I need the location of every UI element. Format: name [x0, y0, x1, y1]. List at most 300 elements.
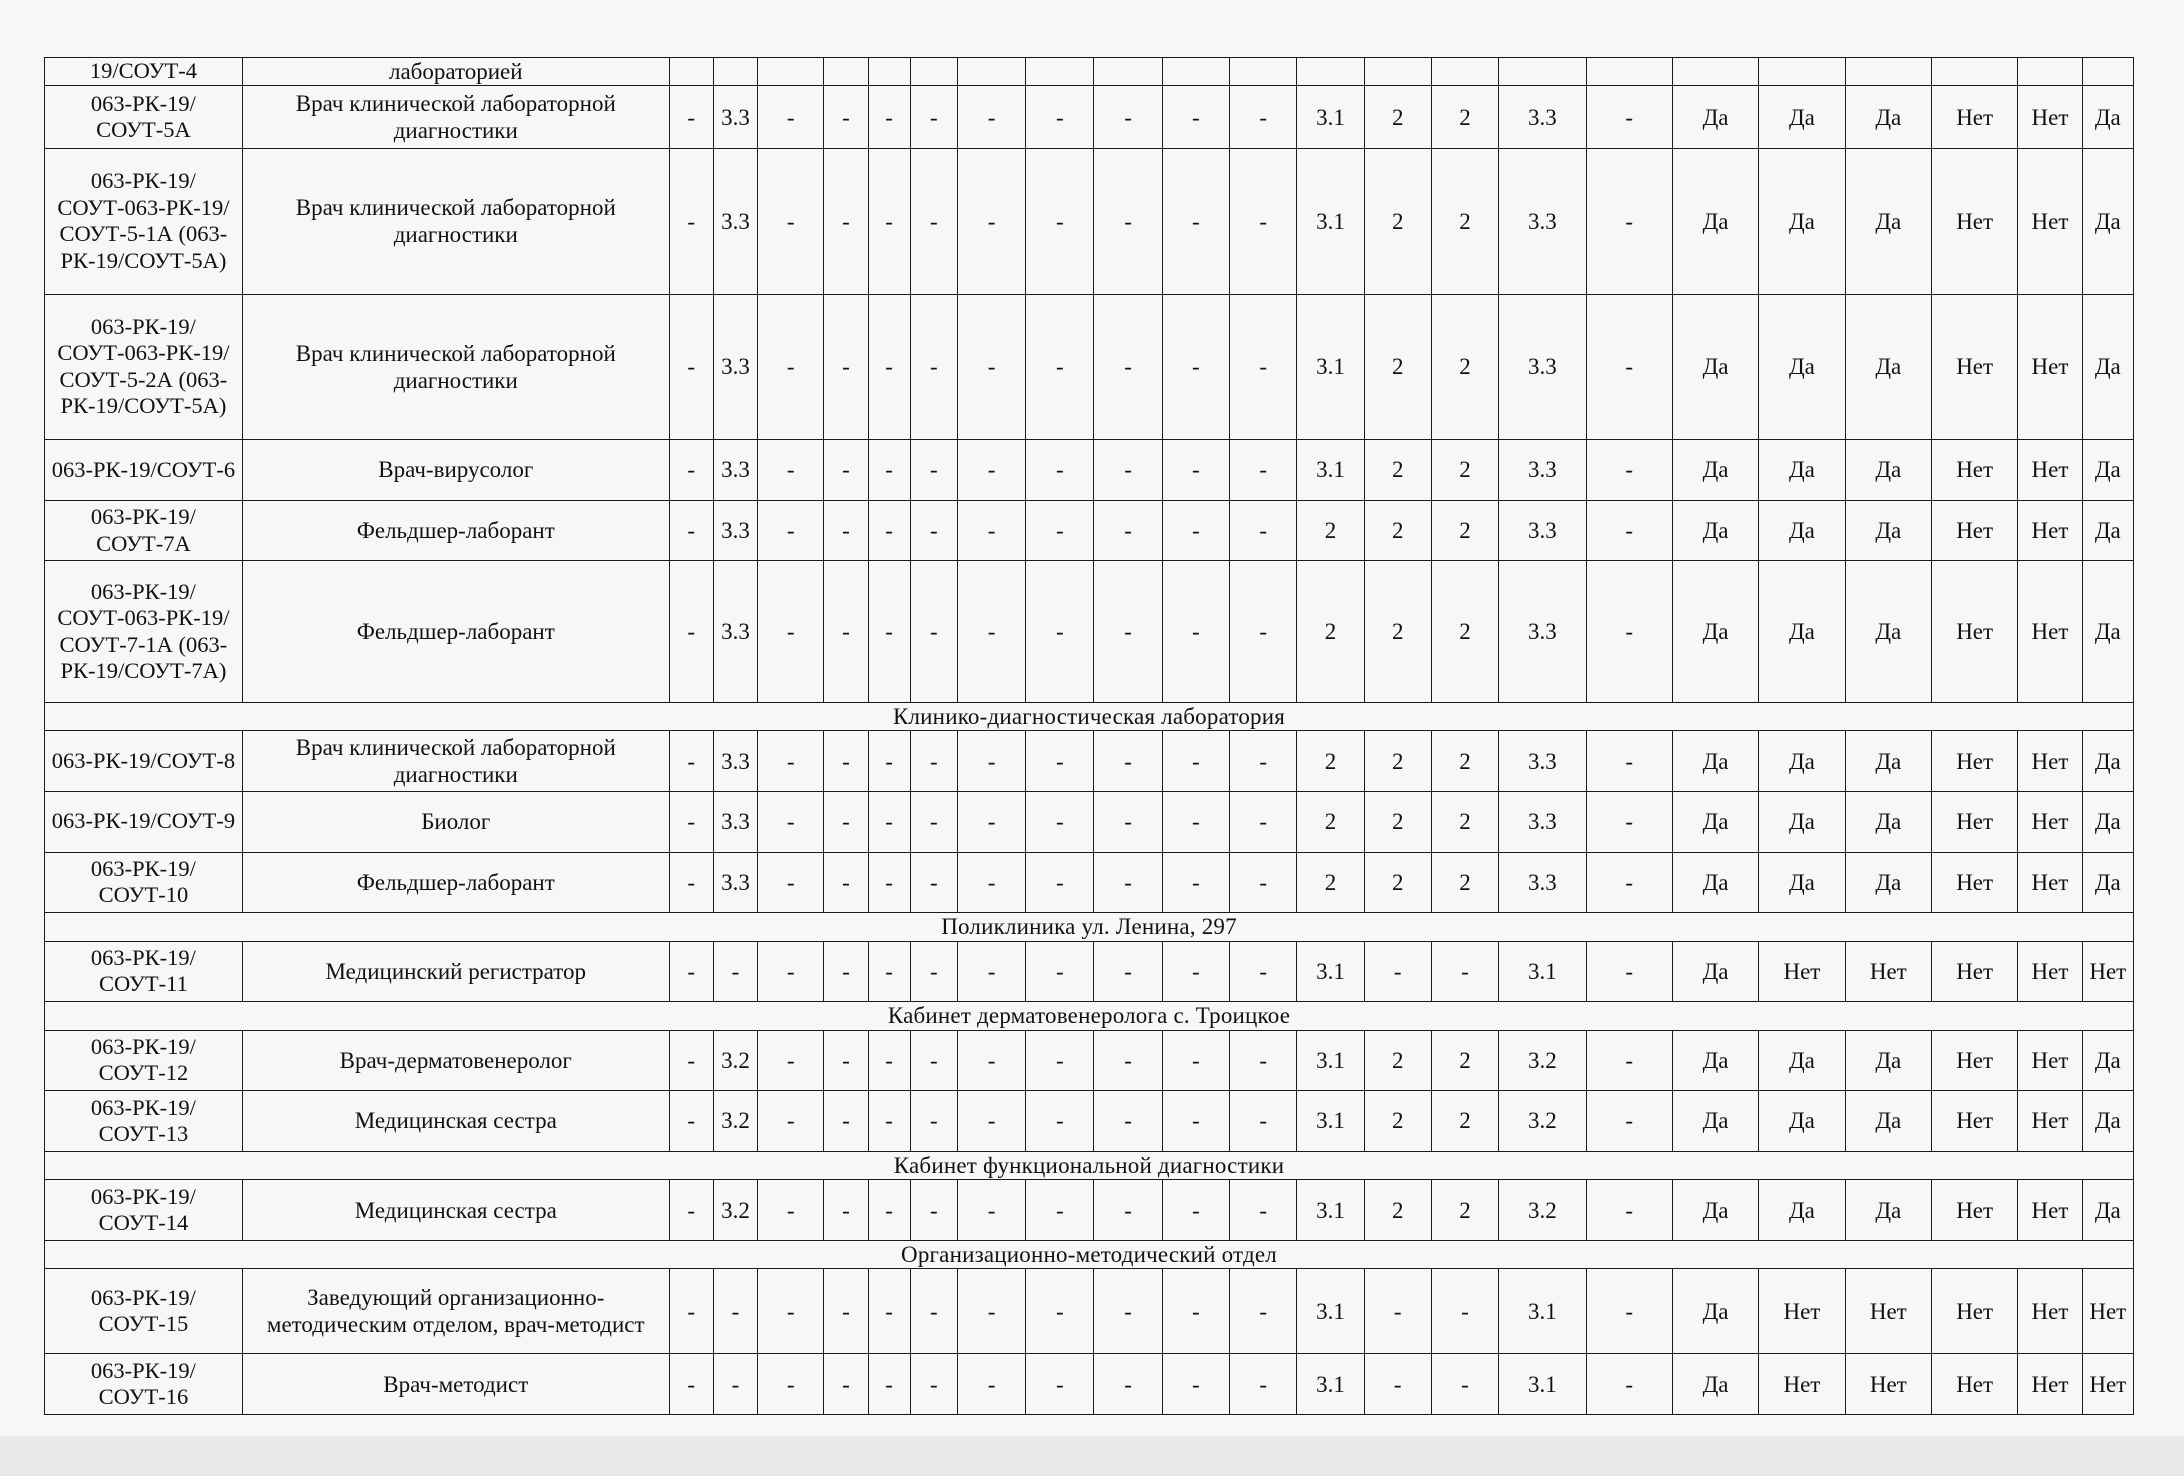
value-cell: -	[1230, 500, 1297, 561]
table-row	[45, 791, 2134, 852]
value-cell: 2	[1364, 1030, 1431, 1091]
value-cell: Да	[1845, 1091, 1931, 1152]
value-cell: Нет	[1931, 294, 2017, 440]
value-cell: -	[910, 1269, 957, 1354]
value-cell: Нет	[1931, 1180, 2017, 1241]
value-cell: Нет	[1931, 731, 2017, 792]
value-cell: -	[868, 1091, 910, 1152]
value-cell	[1499, 58, 1586, 86]
value-cell: -	[824, 294, 868, 440]
value-cell	[910, 58, 957, 86]
value-cell: Нет	[2018, 852, 2082, 913]
position-name: Врач-методист	[242, 1354, 669, 1415]
value-cell: -	[868, 941, 910, 1002]
value-cell: -	[1094, 1269, 1162, 1354]
value-cell: -	[1586, 294, 1672, 440]
workplace-code: 063-РК-19/СОУТ-5А	[45, 86, 243, 149]
value-cell	[1931, 58, 2017, 86]
value-cell: -	[957, 1180, 1025, 1241]
workplace-code: 063-РК-19/СОУТ-13	[45, 1091, 243, 1152]
value-cell: -	[669, 500, 713, 561]
value-cell: -	[1094, 852, 1162, 913]
workplace-code: 063-РК-19/СОУТ-6	[45, 440, 243, 501]
value-cell: -	[1230, 1030, 1297, 1091]
position-name: Фельдшер-лаборант	[242, 852, 669, 913]
position-name: Врач клинической лабораторной диагностики	[242, 731, 669, 792]
value-cell	[957, 58, 1025, 86]
section-title: Кабинет дерматовенеролога с. Троицкое	[45, 1002, 2134, 1030]
value-cell: -	[910, 86, 957, 149]
value-cell: 2	[1431, 149, 1498, 295]
value-cell: -	[1026, 1180, 1094, 1241]
value-cell: 3.3	[1499, 149, 1586, 295]
value-cell: -	[1026, 1030, 1094, 1091]
value-cell: 2	[1297, 561, 1364, 702]
value-cell: 3.2	[713, 1180, 757, 1241]
value-cell: 3.3	[1499, 86, 1586, 149]
value-cell: -	[1162, 561, 1229, 702]
value-cell: -	[910, 852, 957, 913]
workplace-code: 063-РК-19/СОУТ-063-РК-19/СОУТ-7-1А (063-РК-19/СОУТ-7А)	[45, 561, 243, 702]
table-row	[45, 294, 2134, 440]
table-row	[45, 58, 2134, 86]
value-cell: -	[1431, 1269, 1498, 1354]
value-cell	[1297, 58, 1364, 86]
value-cell: Нет	[2018, 1269, 2082, 1354]
value-cell: -	[1230, 852, 1297, 913]
value-cell: Нет	[1759, 1354, 1845, 1415]
value-cell: -	[957, 1354, 1025, 1415]
value-cell: Да	[2082, 294, 2133, 440]
position-name: Медицинская сестра	[242, 1091, 669, 1152]
value-cell: 3.3	[713, 561, 757, 702]
value-cell: -	[669, 941, 713, 1002]
value-cell: 3.3	[1499, 294, 1586, 440]
value-cell: 3.3	[1499, 791, 1586, 852]
value-cell: Да	[1845, 561, 1931, 702]
value-cell	[824, 58, 868, 86]
value-cell: -	[1162, 1269, 1229, 1354]
value-cell: -	[957, 294, 1025, 440]
value-cell: Да	[1759, 1180, 1845, 1241]
value-cell: -	[1364, 1354, 1431, 1415]
value-cell: Нет	[1759, 941, 1845, 1002]
value-cell: 3.1	[1297, 149, 1364, 295]
value-cell: -	[669, 1091, 713, 1152]
value-cell: 3.3	[713, 731, 757, 792]
value-cell	[669, 58, 713, 86]
value-cell: -	[758, 561, 824, 702]
value-cell: -	[1586, 1180, 1672, 1241]
value-cell: 3.1	[1297, 941, 1364, 1002]
value-cell: -	[868, 1269, 910, 1354]
value-cell: Да	[1759, 294, 1845, 440]
value-cell: -	[758, 294, 824, 440]
value-cell: -	[1026, 1354, 1094, 1415]
value-cell: -	[1230, 149, 1297, 295]
value-cell: Да	[1759, 1091, 1845, 1152]
value-cell	[713, 58, 757, 86]
value-cell: -	[669, 561, 713, 702]
position-name: Врач-вирусолог	[242, 440, 669, 501]
value-cell	[2018, 58, 2082, 86]
value-cell: 3.2	[1499, 1180, 1586, 1241]
value-cell: -	[868, 440, 910, 501]
value-cell: -	[1586, 941, 1672, 1002]
value-cell	[1586, 58, 1672, 86]
value-cell: Да	[2082, 440, 2133, 501]
value-cell: Нет	[2018, 294, 2082, 440]
value-cell: -	[1026, 791, 1094, 852]
value-cell: -	[910, 1091, 957, 1152]
position-name: Врач клинической лабораторной диагностики	[242, 86, 669, 149]
value-cell: -	[1586, 561, 1672, 702]
value-cell: -	[1230, 731, 1297, 792]
value-cell: -	[1026, 1091, 1094, 1152]
value-cell: 3.1	[1499, 941, 1586, 1002]
value-cell: -	[1230, 1269, 1297, 1354]
value-cell: -	[1230, 86, 1297, 149]
value-cell: Да	[1672, 1030, 1758, 1091]
value-cell: Нет	[2082, 1269, 2133, 1354]
section-title: Кабинет функциональной диагностики	[45, 1151, 2134, 1179]
value-cell: -	[868, 1354, 910, 1415]
value-cell: Да	[2082, 86, 2133, 149]
value-cell: 2	[1431, 86, 1498, 149]
value-cell: -	[957, 852, 1025, 913]
value-cell: -	[1586, 86, 1672, 149]
value-cell: Да	[1845, 500, 1931, 561]
value-cell: Нет	[1931, 440, 2017, 501]
value-cell: -	[758, 1180, 824, 1241]
value-cell: -	[868, 1180, 910, 1241]
value-cell: Да	[2082, 500, 2133, 561]
value-cell: 2	[1297, 500, 1364, 561]
value-cell: 3.2	[1499, 1091, 1586, 1152]
position-name: Врач клинической лабораторной диагностики	[242, 294, 669, 440]
value-cell: -	[868, 86, 910, 149]
value-cell: Нет	[1931, 1030, 2017, 1091]
table-row	[45, 86, 2134, 149]
value-cell: -	[1162, 1091, 1229, 1152]
value-cell: Нет	[2018, 1180, 2082, 1241]
value-cell: -	[1162, 1180, 1229, 1241]
value-cell: -	[910, 440, 957, 501]
value-cell: -	[1026, 294, 1094, 440]
value-cell	[1230, 58, 1297, 86]
value-cell: Да	[2082, 1180, 2133, 1241]
value-cell: Да	[1672, 1354, 1758, 1415]
value-cell: -	[758, 1091, 824, 1152]
value-cell: Нет	[2018, 731, 2082, 792]
value-cell: Нет	[1759, 1269, 1845, 1354]
value-cell: Нет	[1845, 941, 1931, 1002]
value-cell: 3.3	[1499, 731, 1586, 792]
value-cell: Нет	[2082, 941, 2133, 1002]
value-cell: -	[1162, 149, 1229, 295]
value-cell: -	[957, 440, 1025, 501]
table-row	[45, 941, 2134, 1002]
value-cell: 2	[1431, 852, 1498, 913]
section-row	[45, 1240, 2134, 1268]
value-cell: 2	[1431, 1030, 1498, 1091]
value-cell: -	[1094, 1091, 1162, 1152]
value-cell: Да	[2082, 561, 2133, 702]
value-cell: -	[1431, 1354, 1498, 1415]
value-cell: 2	[1431, 500, 1498, 561]
value-cell	[1364, 58, 1431, 86]
value-cell: -	[1162, 500, 1229, 561]
value-cell: Нет	[1931, 852, 2017, 913]
value-cell	[1094, 58, 1162, 86]
value-cell: -	[1230, 561, 1297, 702]
value-cell	[2082, 58, 2133, 86]
value-cell: 3.3	[713, 149, 757, 295]
value-cell: -	[1230, 791, 1297, 852]
value-cell: 3.1	[1297, 1030, 1364, 1091]
value-cell: -	[713, 941, 757, 1002]
value-cell: Да	[1672, 86, 1758, 149]
value-cell: -	[1094, 500, 1162, 561]
value-cell: -	[1026, 731, 1094, 792]
value-cell: -	[910, 149, 957, 295]
value-cell: -	[669, 1180, 713, 1241]
value-cell: -	[758, 1354, 824, 1415]
value-cell: -	[824, 1354, 868, 1415]
value-cell: -	[1026, 941, 1094, 1002]
value-cell: -	[1094, 941, 1162, 1002]
value-cell: -	[1094, 1030, 1162, 1091]
value-cell: 3.1	[1297, 1091, 1364, 1152]
value-cell: -	[868, 791, 910, 852]
workplace-code: 063-РК-19/СОУТ-8	[45, 731, 243, 792]
value-cell: Нет	[1845, 1269, 1931, 1354]
value-cell: -	[1586, 791, 1672, 852]
value-cell: -	[1026, 1269, 1094, 1354]
value-cell: 2	[1297, 731, 1364, 792]
value-cell: Да	[1759, 86, 1845, 149]
table-row	[45, 1269, 2134, 1354]
workplace-code: 063-РК-19/СОУТ-10	[45, 852, 243, 913]
value-cell: Да	[2082, 149, 2133, 295]
value-cell: Нет	[2018, 86, 2082, 149]
workplace-code: 063-РК-19/СОУТ-7А	[45, 500, 243, 561]
value-cell: 3.3	[713, 294, 757, 440]
value-cell: -	[669, 440, 713, 501]
workplace-code: 063-РК-19/СОУТ-16	[45, 1354, 243, 1415]
workplace-code: 063-РК-19/СОУТ-063-РК-19/СОУТ-5-1А (063-РК-19/СОУТ-5А)	[45, 149, 243, 295]
value-cell: -	[1162, 791, 1229, 852]
value-cell: Да	[1759, 791, 1845, 852]
value-cell: 2	[1364, 1091, 1431, 1152]
table-row	[45, 500, 2134, 561]
value-cell: -	[758, 1030, 824, 1091]
value-cell: Нет	[2018, 1030, 2082, 1091]
value-cell: -	[910, 731, 957, 792]
value-cell: 2	[1431, 1091, 1498, 1152]
value-cell: -	[1094, 731, 1162, 792]
value-cell: Да	[1759, 500, 1845, 561]
value-cell: Нет	[1931, 149, 2017, 295]
position-name: Врач-дерматовенеролог	[242, 1030, 669, 1091]
value-cell: -	[910, 294, 957, 440]
value-cell: 2	[1364, 1180, 1431, 1241]
value-cell: -	[1026, 561, 1094, 702]
value-cell: -	[669, 294, 713, 440]
value-cell: -	[1230, 941, 1297, 1002]
value-cell: 2	[1364, 440, 1431, 501]
value-cell: Нет	[1845, 1354, 1931, 1415]
value-cell: Да	[2082, 1091, 2133, 1152]
value-cell: -	[910, 791, 957, 852]
value-cell: -	[824, 500, 868, 561]
value-cell: Да	[1672, 1180, 1758, 1241]
value-cell: Да	[1759, 149, 1845, 295]
value-cell: 2	[1364, 500, 1431, 561]
workplace-code: 063-РК-19/СОУТ-15	[45, 1269, 243, 1354]
value-cell: Нет	[1931, 1091, 2017, 1152]
value-cell: -	[758, 791, 824, 852]
value-cell: -	[957, 941, 1025, 1002]
value-cell: Нет	[1931, 500, 2017, 561]
value-cell: -	[957, 149, 1025, 295]
value-cell: -	[824, 941, 868, 1002]
table-row	[45, 1030, 2134, 1091]
value-cell: 3.3	[1499, 852, 1586, 913]
value-cell: 3.3	[713, 440, 757, 501]
value-cell: Нет	[2018, 1091, 2082, 1152]
value-cell: -	[868, 731, 910, 792]
value-cell: -	[1431, 941, 1498, 1002]
value-cell: Да	[1672, 561, 1758, 702]
value-cell: 2	[1364, 149, 1431, 295]
value-cell: -	[1230, 440, 1297, 501]
value-cell: -	[758, 941, 824, 1002]
value-cell: Да	[1672, 791, 1758, 852]
value-cell: -	[1364, 1269, 1431, 1354]
value-cell: -	[1230, 294, 1297, 440]
table-row	[45, 731, 2134, 792]
position-name: Врач клинической лабораторной диагностики	[242, 149, 669, 295]
value-cell	[1672, 58, 1758, 86]
workplace-code: 063-РК-19/СОУТ-063-РК-19/СОУТ-5-2А (063-РК-19/СОУТ-5А)	[45, 294, 243, 440]
table-row	[45, 1354, 2134, 1415]
value-cell: -	[910, 561, 957, 702]
table-row	[45, 1091, 2134, 1152]
workplace-code: 063-РК-19/СОУТ-11	[45, 941, 243, 1002]
value-cell	[1431, 58, 1498, 86]
value-cell: 3.3	[713, 852, 757, 913]
value-cell: 2	[1364, 852, 1431, 913]
value-cell: -	[910, 1180, 957, 1241]
value-cell: Нет	[2018, 149, 2082, 295]
value-cell: Да	[1759, 561, 1845, 702]
value-cell: -	[1162, 852, 1229, 913]
value-cell: 3.2	[713, 1030, 757, 1091]
value-cell: -	[868, 852, 910, 913]
workplace-code: 063-РК-19/СОУТ-9	[45, 791, 243, 852]
section-row	[45, 1002, 2134, 1030]
value-cell: -	[910, 1030, 957, 1091]
value-cell: 3.1	[1297, 1269, 1364, 1354]
value-cell: 3.1	[1499, 1269, 1586, 1354]
value-cell: 2	[1364, 791, 1431, 852]
value-cell: -	[868, 1030, 910, 1091]
value-cell: -	[1230, 1091, 1297, 1152]
value-cell: Да	[1845, 791, 1931, 852]
value-cell: -	[1586, 440, 1672, 501]
value-cell: -	[957, 500, 1025, 561]
value-cell: Да	[2082, 791, 2133, 852]
value-cell: 3.2	[1499, 1030, 1586, 1091]
section-title: Организационно-методический отдел	[45, 1240, 2134, 1268]
value-cell: 2	[1431, 561, 1498, 702]
value-cell: -	[1094, 1354, 1162, 1415]
position-name: лабораторией	[242, 58, 669, 86]
value-cell: 2	[1431, 731, 1498, 792]
value-cell: -	[957, 1091, 1025, 1152]
value-cell: 3.1	[1297, 294, 1364, 440]
value-cell: -	[957, 731, 1025, 792]
value-cell: Да	[1845, 1180, 1931, 1241]
table-body	[45, 58, 2134, 1415]
value-cell: Да	[1845, 294, 1931, 440]
section-row	[45, 913, 2134, 941]
section-row	[45, 702, 2134, 730]
value-cell: Нет	[2018, 1354, 2082, 1415]
value-cell: -	[957, 1030, 1025, 1091]
position-name: Фельдшер-лаборант	[242, 500, 669, 561]
workplace-code: 063-РК-19/СОУТ-12	[45, 1030, 243, 1091]
value-cell	[1845, 58, 1931, 86]
table-row	[45, 1180, 2134, 1241]
value-cell: Да	[1845, 149, 1931, 295]
value-cell: Да	[1672, 1269, 1758, 1354]
value-cell: Да	[2082, 1030, 2133, 1091]
value-cell: -	[1586, 1030, 1672, 1091]
value-cell: -	[758, 86, 824, 149]
value-cell: -	[758, 852, 824, 913]
value-cell: -	[868, 561, 910, 702]
value-cell: Да	[1672, 500, 1758, 561]
value-cell: -	[669, 86, 713, 149]
value-cell: Да	[1759, 731, 1845, 792]
value-cell: 2	[1364, 86, 1431, 149]
value-cell: -	[824, 852, 868, 913]
value-cell: -	[1094, 561, 1162, 702]
value-cell: Да	[1845, 86, 1931, 149]
value-cell: -	[669, 791, 713, 852]
value-cell: 2	[1364, 731, 1431, 792]
value-cell: -	[1094, 440, 1162, 501]
value-cell: -	[1026, 500, 1094, 561]
value-cell: Да	[1845, 440, 1931, 501]
value-cell: 2	[1431, 1180, 1498, 1241]
value-cell: -	[669, 149, 713, 295]
value-cell: -	[824, 440, 868, 501]
value-cell: -	[1162, 941, 1229, 1002]
value-cell: -	[1162, 1354, 1229, 1415]
value-cell: -	[1586, 731, 1672, 792]
value-cell: 3.3	[1499, 500, 1586, 561]
value-cell: -	[824, 731, 868, 792]
value-cell: Да	[2082, 852, 2133, 913]
value-cell: Нет	[1931, 561, 2017, 702]
value-cell: -	[1162, 440, 1229, 501]
value-cell: Нет	[2018, 791, 2082, 852]
value-cell: -	[1094, 86, 1162, 149]
value-cell: Да	[1845, 731, 1931, 792]
